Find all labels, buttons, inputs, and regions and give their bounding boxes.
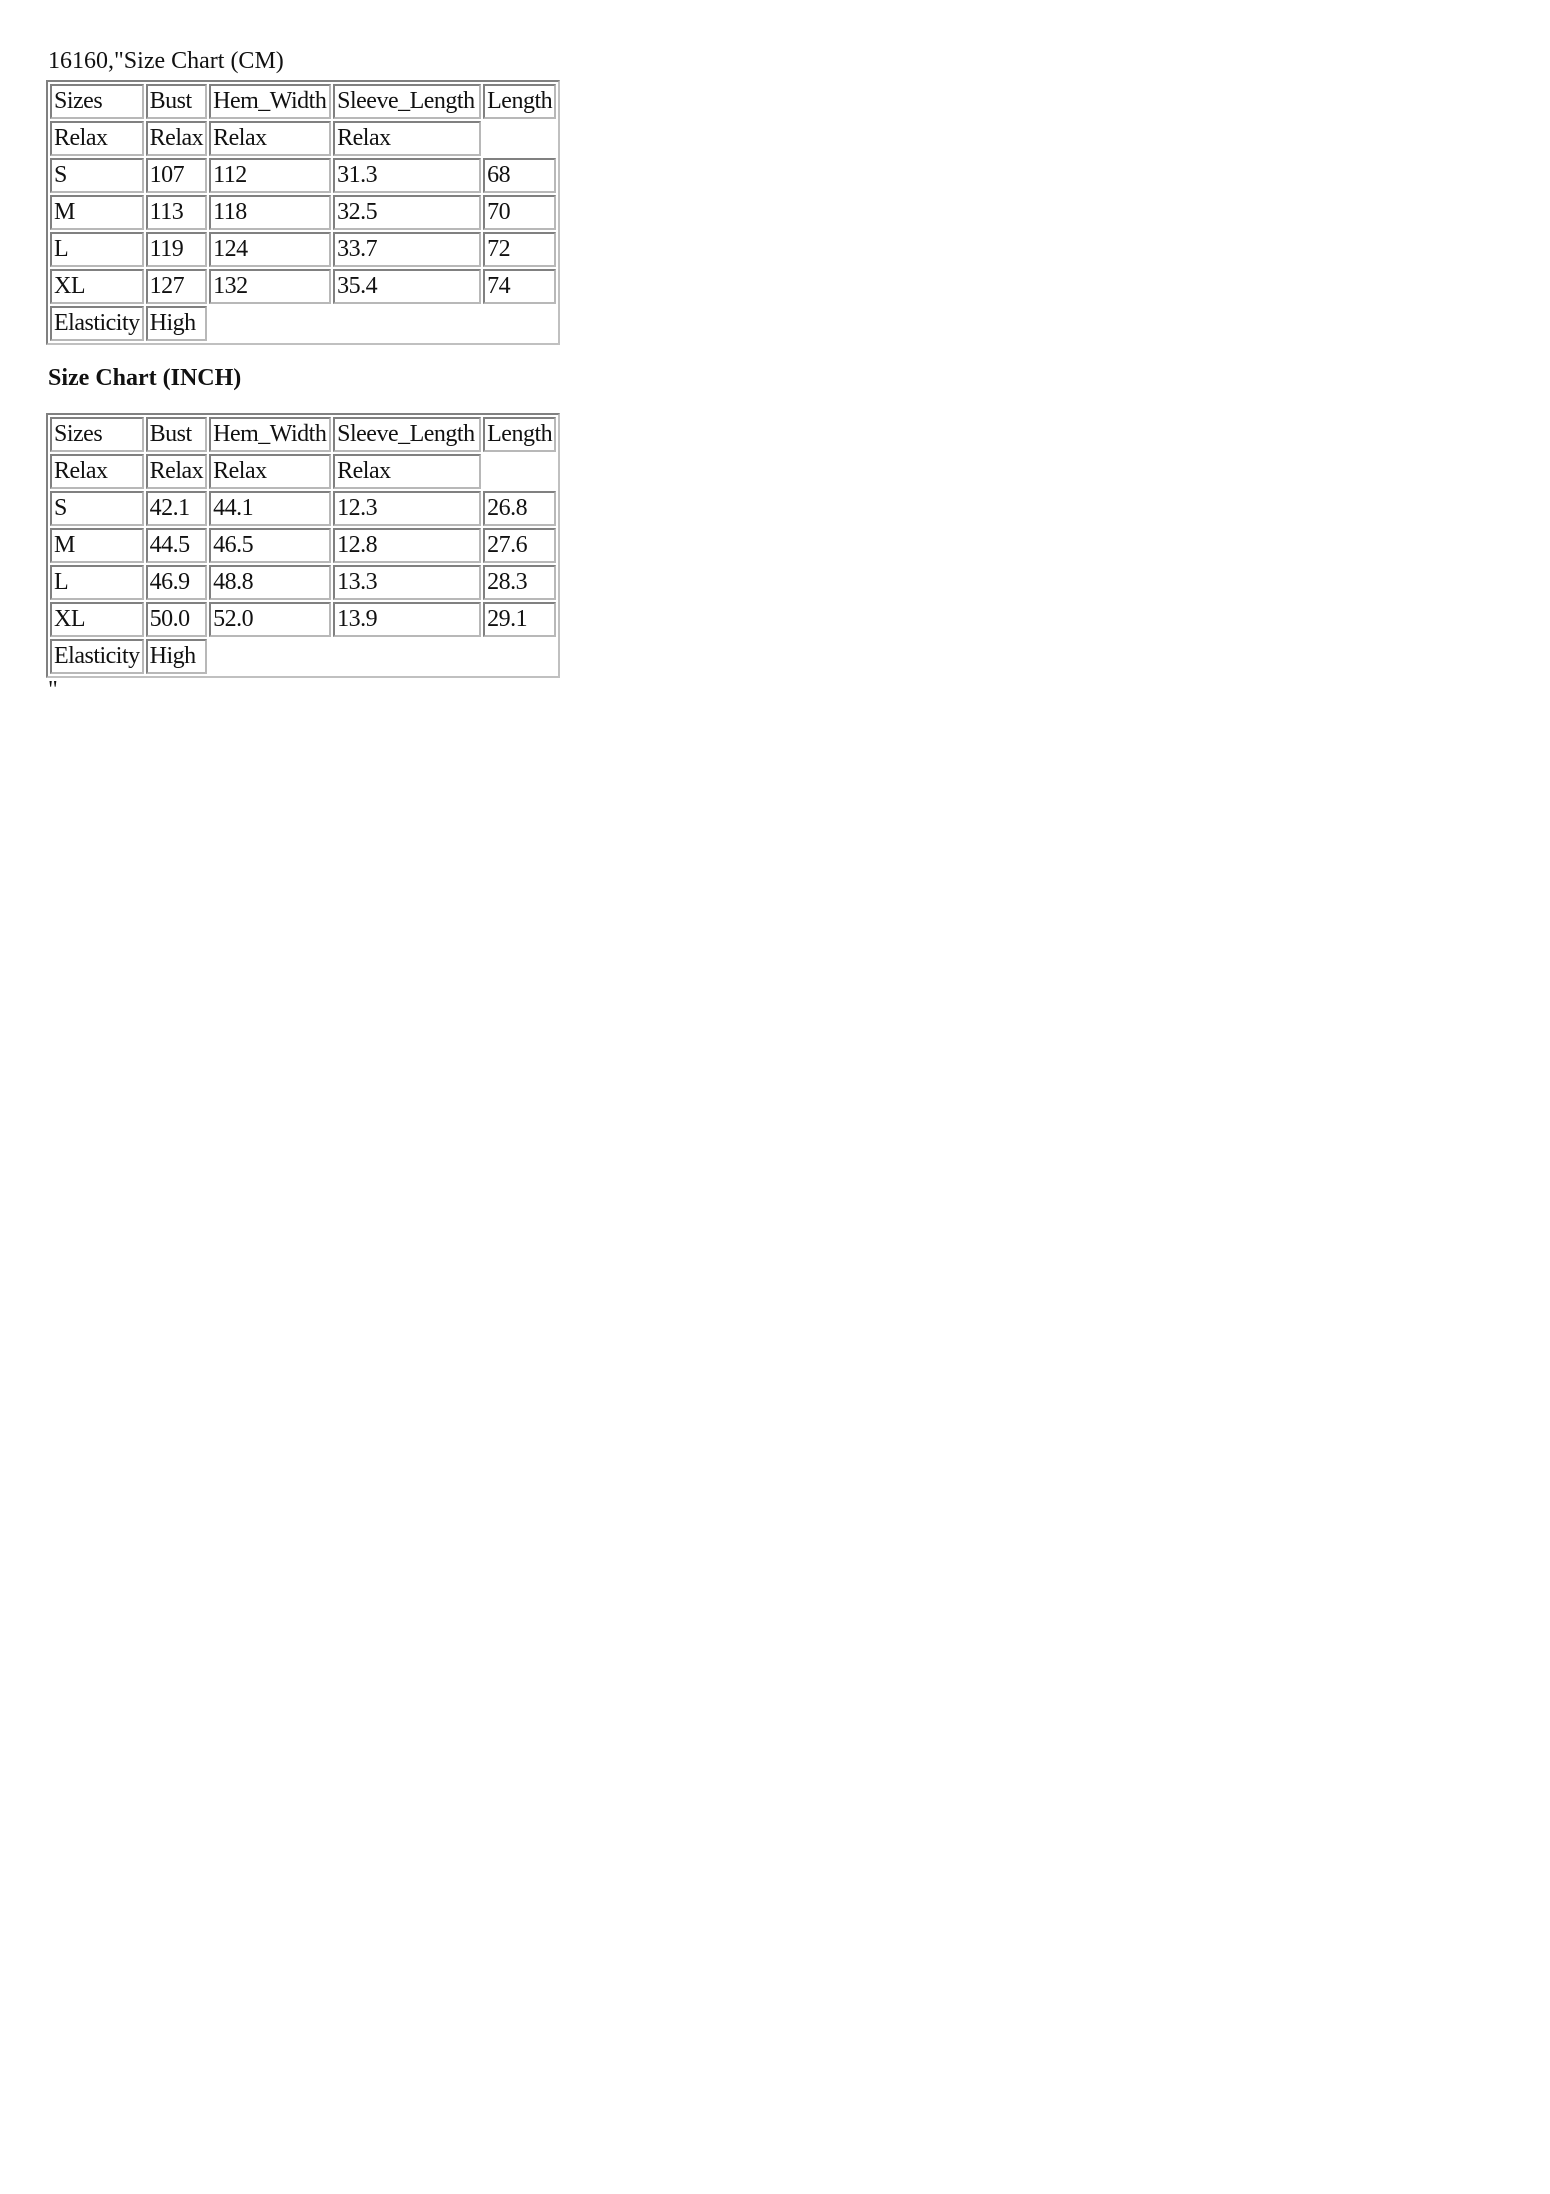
value-cell: 50.0	[146, 602, 207, 637]
value-cell: 118	[209, 195, 331, 230]
value-cell: 119	[146, 232, 207, 267]
empty-cell	[483, 306, 556, 341]
value-cell: 13.9	[333, 602, 481, 637]
table-header-row	[50, 84, 556, 119]
empty-cell	[483, 121, 556, 156]
header-cell-sizes: Sizes	[50, 84, 144, 119]
elasticity-label-cell: Elasticity	[50, 639, 144, 674]
table-row	[50, 528, 556, 563]
size-cell: S	[50, 491, 144, 526]
table-row	[50, 602, 556, 637]
value-cell: 28.3	[483, 565, 556, 600]
closing-quote: "	[48, 677, 58, 703]
table-row	[50, 195, 556, 230]
fit-row	[50, 454, 556, 489]
value-cell: 132	[209, 269, 331, 304]
table-row	[50, 232, 556, 267]
intro-line: 16160,"Size Chart (CM)	[48, 48, 284, 74]
value-cell: 46.9	[146, 565, 207, 600]
size-cell: XL	[50, 602, 144, 637]
value-cell: 44.5	[146, 528, 207, 563]
fit-cell: Relax	[50, 454, 144, 489]
empty-cell	[209, 639, 331, 674]
elasticity-row	[50, 639, 556, 674]
size-chart-cm-table	[46, 80, 560, 345]
size-cell: L	[50, 232, 144, 267]
value-cell: 48.8	[209, 565, 331, 600]
value-cell: 74	[483, 269, 556, 304]
table-row	[50, 158, 556, 193]
value-cell: 32.5	[333, 195, 481, 230]
header-cell-length: Length	[483, 84, 556, 119]
empty-cell	[483, 454, 556, 489]
empty-cell	[209, 306, 331, 341]
header-cell-sizes: Sizes	[50, 417, 144, 452]
header-cell-hem-width: Hem_Width	[209, 417, 331, 452]
table-header-row	[50, 417, 556, 452]
elasticity-label-cell: Elasticity	[50, 306, 144, 341]
value-cell: 46.5	[209, 528, 331, 563]
fit-cell: Relax	[333, 454, 481, 489]
value-cell: 12.3	[333, 491, 481, 526]
empty-cell	[333, 306, 481, 341]
elasticity-value-cell: High	[146, 639, 207, 674]
header-cell-hem-width: Hem_Width	[209, 84, 331, 119]
fit-cell: Relax	[209, 454, 331, 489]
value-cell: 44.1	[209, 491, 331, 526]
value-cell: 52.0	[209, 602, 331, 637]
value-cell: 12.8	[333, 528, 481, 563]
elasticity-row	[50, 306, 556, 341]
value-cell: 107	[146, 158, 207, 193]
value-cell: 26.8	[483, 491, 556, 526]
value-cell: 42.1	[146, 491, 207, 526]
inch-section-heading: Size Chart (INCH)	[48, 365, 242, 391]
fit-cell: Relax	[333, 121, 481, 156]
value-cell: 124	[209, 232, 331, 267]
size-cell: M	[50, 528, 144, 563]
value-cell: 13.3	[333, 565, 481, 600]
value-cell: 113	[146, 195, 207, 230]
empty-cell	[483, 639, 556, 674]
value-cell: 29.1	[483, 602, 556, 637]
fit-cell: Relax	[50, 121, 144, 156]
document-page	[48, 46, 560, 702]
header-cell-bust: Bust	[146, 84, 207, 119]
fit-cell: Relax	[146, 454, 207, 489]
header-cell-sleeve-length: Sleeve_Length	[333, 417, 481, 452]
value-cell: 27.6	[483, 528, 556, 563]
size-cell: L	[50, 565, 144, 600]
size-chart-inch-table	[46, 413, 560, 678]
table-row	[50, 491, 556, 526]
header-cell-length: Length	[483, 417, 556, 452]
header-cell-bust: Bust	[146, 417, 207, 452]
header-cell-sleeve-length: Sleeve_Length	[333, 84, 481, 119]
elasticity-value-cell: High	[146, 306, 207, 341]
size-cell: XL	[50, 269, 144, 304]
value-cell: 33.7	[333, 232, 481, 267]
table-row	[50, 269, 556, 304]
fit-cell: Relax	[209, 121, 331, 156]
table-row	[50, 565, 556, 600]
value-cell: 70	[483, 195, 556, 230]
fit-row	[50, 121, 556, 156]
empty-cell	[333, 639, 481, 674]
fit-cell: Relax	[146, 121, 207, 156]
value-cell: 127	[146, 269, 207, 304]
size-cell: S	[50, 158, 144, 193]
value-cell: 68	[483, 158, 556, 193]
size-cell: M	[50, 195, 144, 230]
value-cell: 35.4	[333, 269, 481, 304]
value-cell: 31.3	[333, 158, 481, 193]
value-cell: 112	[209, 158, 331, 193]
value-cell: 72	[483, 232, 556, 267]
